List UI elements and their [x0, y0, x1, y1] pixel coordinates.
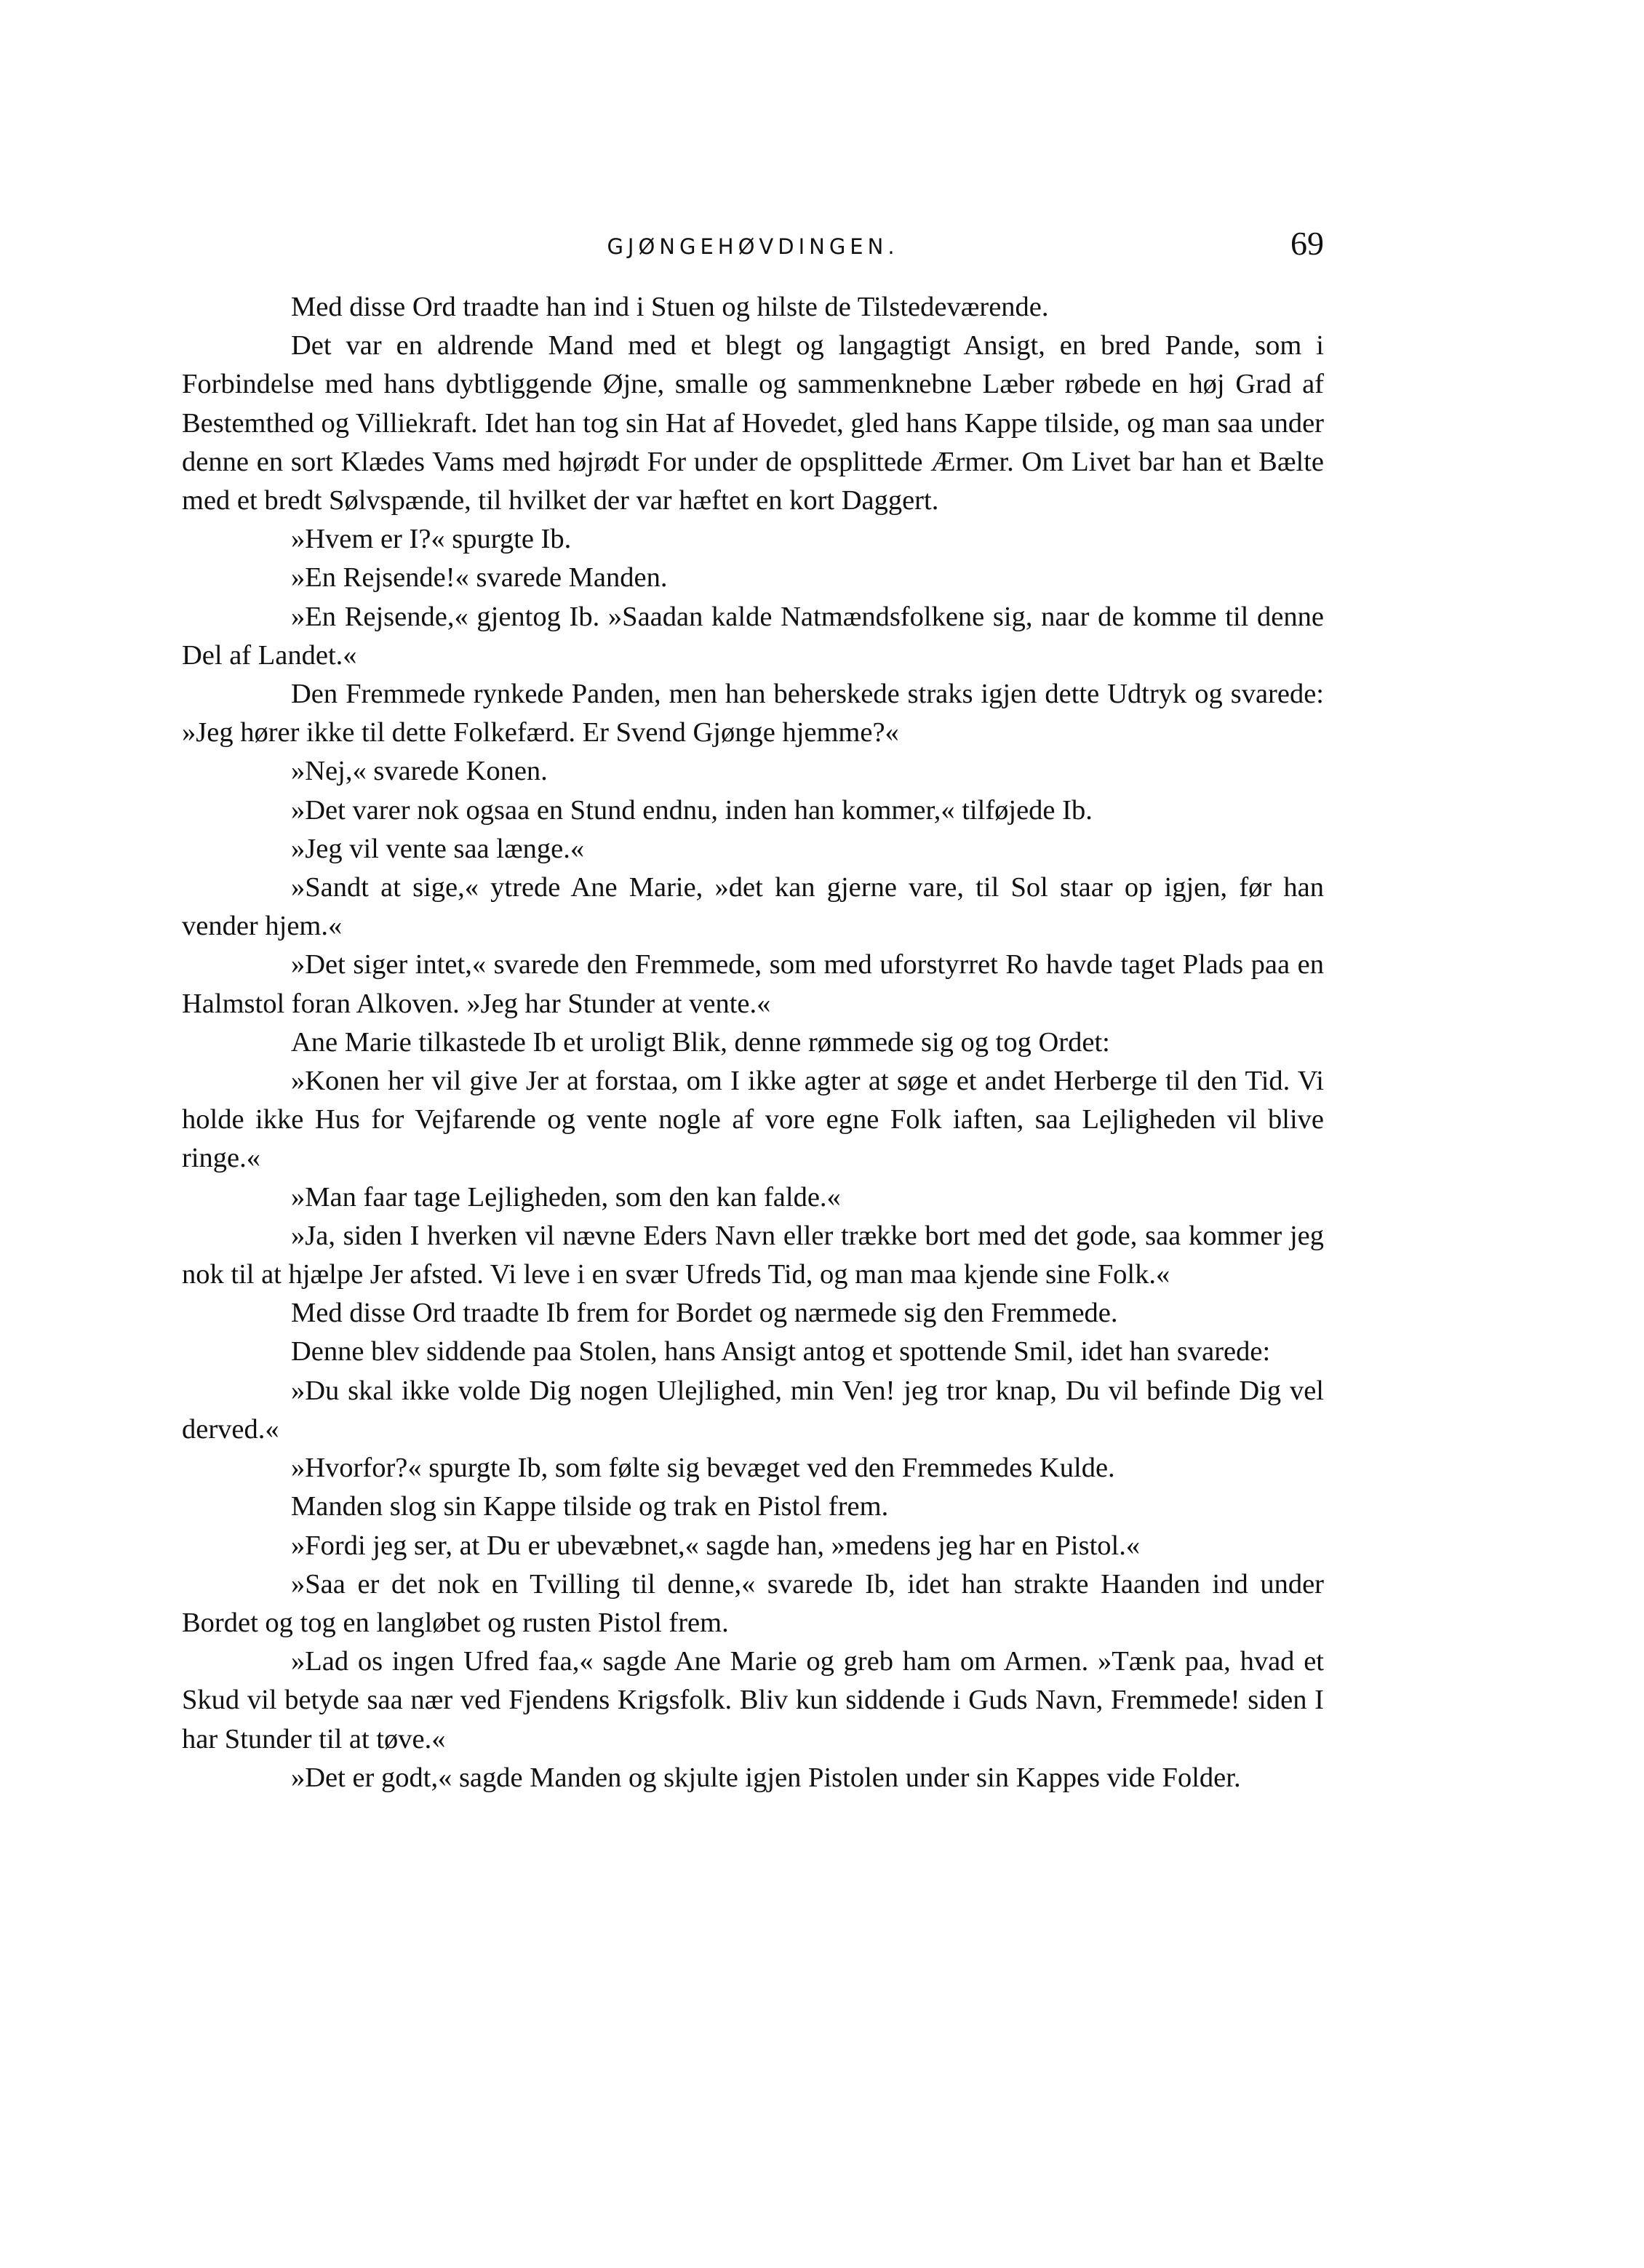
paragraph: »En Rejsende!« svarede Manden.	[291, 562, 668, 594]
paragraph: Ane Marie tilkastede Ib et uroligt Blik, denne rømmede sig og tog Ordet:	[291, 1026, 1110, 1058]
paragraph: »Saa er det nok en Tvilling til denne,« svarede Ib, idet han strakte Haanden ind under Bordet og tog en langløbet og rusten Pistol frem.	[182, 1568, 1324, 1638]
paragraph: »Du skal ikke volde Dig nogen Ulejlighed, min Ven! jeg tror knap, Du vil befinde Dig vel derved.«	[182, 1375, 1324, 1445]
running-title: GJØNGEHØVDINGEN.	[607, 234, 899, 259]
paragraph: »En Rejsende,« gjentog Ib. »Saadan kalde Natmændsfolkene sig, naar de komme til denne Del af Landet.«	[182, 601, 1324, 671]
paragraph: »Sandt at sige,« ytrede Ane Marie, »det kan gjerne vare, til Sol staar op igjen, før han vender hjem.«	[182, 872, 1324, 942]
paragraph: »Hvem er I?« spurgte Ib.	[291, 524, 572, 555]
running-head	[182, 225, 1324, 275]
paragraph: »Det varer nok ogsaa en Stund endnu, inden han kommer,« tilføjede Ib.	[291, 794, 1093, 826]
book-page	[182, 0, 1324, 2268]
paragraph: Med disse Ord traadte han ind i Stuen og hilste de Tilstedeværende.	[291, 292, 1049, 322]
paragraph: »Nej,« svarede Konen.	[291, 756, 548, 787]
paragraph: »Jeg vil vente saa længe.«	[291, 833, 585, 864]
page-number: 69	[1290, 225, 1324, 262]
paragraph: Denne blev siddende paa Stolen, hans Ansigt antog et spottende Smil, idet han svarede:	[291, 1336, 1271, 1367]
paragraph: Manden slog sin Kappe tilside og trak en Pistol frem.	[291, 1491, 889, 1522]
paragraph: Det var en aldrende Mand med et blegt og langagtigt Ansigt, en bred Pande, som i Forbindelse med hans dybtliggende Øjne, smalle og sammenknebne Læber røbede en høj Grad af Bestemthed og Villiekraft. Idet han tog sin Hat af Hovedet, gled hans Kappe tilside, og man saa under denne en sort Klædes Vams med højrødt For under de opsplittede Ærmer. Om Livet bar han et Bælte med et bredt Sølvspænde, til hvilket der var hæftet en kort Daggert.	[182, 330, 1324, 516]
paragraph: »Hvorfor?« spurgte Ib, som følte sig bevæget ved den Fremmedes Kulde.	[291, 1453, 1115, 1484]
paragraph: »Man faar tage Lejligheden, som den kan falde.«	[291, 1181, 841, 1213]
paragraph: »Fordi jeg ser, at Du er ubevæbnet,« sagde han, »medens jeg har en Pistol.«	[291, 1530, 1141, 1561]
paragraph: »Ja, siden I hverken vil nævne Eders Navn eller trække bort med det gode, saa kommer jeg nok til at hjælpe Jer afsted. Vi leve i en svær Ufreds Tid, og man maa kjende sine Folk.«	[182, 1220, 1324, 1290]
body-text	[182, 288, 1324, 1797]
paragraph: Den Fremmede rynkede Panden, men han beherskede straks igjen dette Udtryk og svarede: »Jeg hører ikke til dette Folkefærd. Er Svend Gjønge hjemme?«	[182, 679, 1324, 748]
paragraph: »Det er godt,« sagde Manden og skjulte igjen Pistolen under sin Kappes vide Folder.	[291, 1762, 1241, 1793]
paragraph: »Konen her vil give Jer at forstaa, om I ikke agter at søge et andet Herberge til den Tid. Vi holde ikke Hus for Vejfarende og vente nogle af vore egne Folk iaften, saa Lejligheden vil blive ringe.«	[182, 1066, 1324, 1174]
paragraph: »Det siger intet,« svarede den Fremmede, som med uforstyrret Ro havde taget Plads paa en Halmstol foran Alkoven. »Jeg har Stunder at vente.«	[182, 949, 1324, 1019]
paragraph: »Lad os ingen Ufred faa,« sagde Ane Marie og greb ham om Armen. »Tænk paa, hvad et Skud vil betyde saa nær ved Fjendens Krigsfolk. Bliv kun siddende i Guds Navn, Fremmede! siden I har Stunder til at tøve.«	[182, 1646, 1324, 1754]
paragraph: Med disse Ord traadte Ib frem for Bordet og nærmede sig den Fremmede.	[291, 1298, 1118, 1329]
